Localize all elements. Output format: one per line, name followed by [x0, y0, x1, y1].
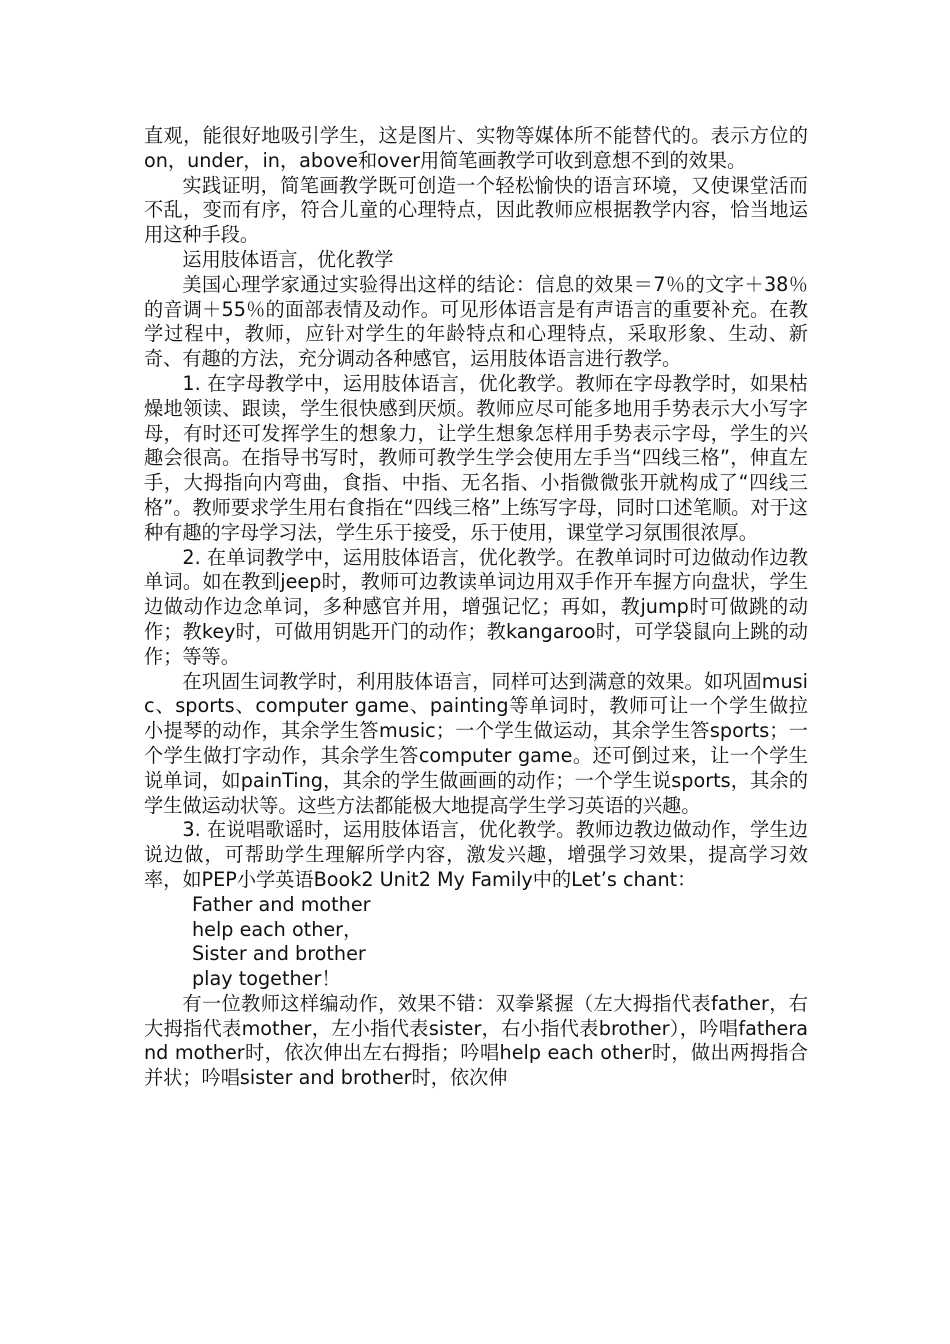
chant-line-3: Sister and brother — [192, 942, 366, 966]
paragraph-4: 美国心理学家通过实验得出这样的结论：信息的效果＝7％的文字＋38％的音调＋55％的面部表情及动作。可见形体语言是有声语言的重要补充。在教学过程中，教师，应针对学生的年龄特点和心理特点，采取形象、生动、新奇、有趣的方法，充分调动各种感官，运用肢体语言进行教学。 — [144, 272, 808, 371]
chant-line-1: Father and mother — [192, 892, 371, 916]
paragraph-1: 直观，能很好地吸引学生，这是图片、实物等媒体所不能替代的。表示方位的on，under，in，above和over用简笔画教学可收到意想不到的效果。 — [144, 124, 808, 172]
paragraph-7: 在巩固生词教学时，利用肢体语言，同样可达到满意的效果。如巩固music、sports、computer game、painting等单词时，教师可让一个学生做拉小提琴的动作，其余学生答music；一个学生做运动，其余学生答sports；一个学生做打字动作，其余学生答computer game。还可倒过来，让一个学生说单词，如painTing，其余的学生做画画的动作；一个学生说sports，其余的学生做运动状等。这些方法都能极大地提高学生学习英语的兴趣。 — [144, 669, 808, 817]
paragraph-5: 1. 在字母教学中，运用肢体语言，优化教学。教师在字母教学时，如果枯燥地领读、跟读，学生很快感到厌烦。教师应尽可能多地用手势表示大小写字母，有时还可发挥学生的想象力，让学生想象怎样用手势表示字母，学生的兴趣会很高。在指导书写时，教师可教学生学会使用左手当“四线三格”，伸直左手，大拇指向内弯曲，食指、中指、无名指、小指微微张开就构成了“四线三格”。教师要求学生用右食指在“四线三格”上练写字母，同时口述笔顺。对于这种有趣的字母学习法，学生乐于接受，乐于使用，课堂学习氛围很浓厚。 — [144, 371, 808, 544]
closing-paragraph: 有一位教师这样编动作，效果不错：双拳紧握（左大拇指代表father，右大拇指代表mother，左小指代表sister，右小指代表brother），吟唱fatherand mother时，依次伸出左右拇指；吟唱help each other时，做出两拇指合并状；吟唱sister and brother时，依次伸 — [144, 991, 808, 1090]
section-heading: 运用肢体语言，优化教学 — [182, 247, 394, 271]
paragraph-2: 实践证明，简笔画教学既可创造一个轻松愉快的语言环境，又使课堂活而不乱，变而有序，符合儿童的心理特点，因此教师应根据教学内容，恰当地运用这种手段。 — [144, 173, 808, 247]
chant-line-2: help each other， — [192, 917, 363, 941]
chant-line-4: play together！ — [192, 967, 341, 991]
paragraph-6: 2. 在单词教学中，运用肢体语言，优化教学。在教单词时可边做动作边教单词。如在教到jeep时，教师可边教读单词边用双手作开车握方向盘状，学生边做动作边念单词，多种感官并用，增强记忆；再如，教jump时可做跳的动作；教key时，可做用钥匙开门的动作；教kangaroo时，可学袋鼠向上跳的动作；等等。 — [144, 545, 808, 668]
document-body — [144, 124, 808, 1091]
paragraph-8: 3. 在说唱歌谣时，运用肢体语言，优化教学。教师边教边做动作，学生边说边做，可帮助学生理解所学内容，激发兴趣，增强学习效果，提高学习效率，如PEP小学英语Book2 Unit2 My Family中的Let’s chant： — [144, 818, 808, 891]
